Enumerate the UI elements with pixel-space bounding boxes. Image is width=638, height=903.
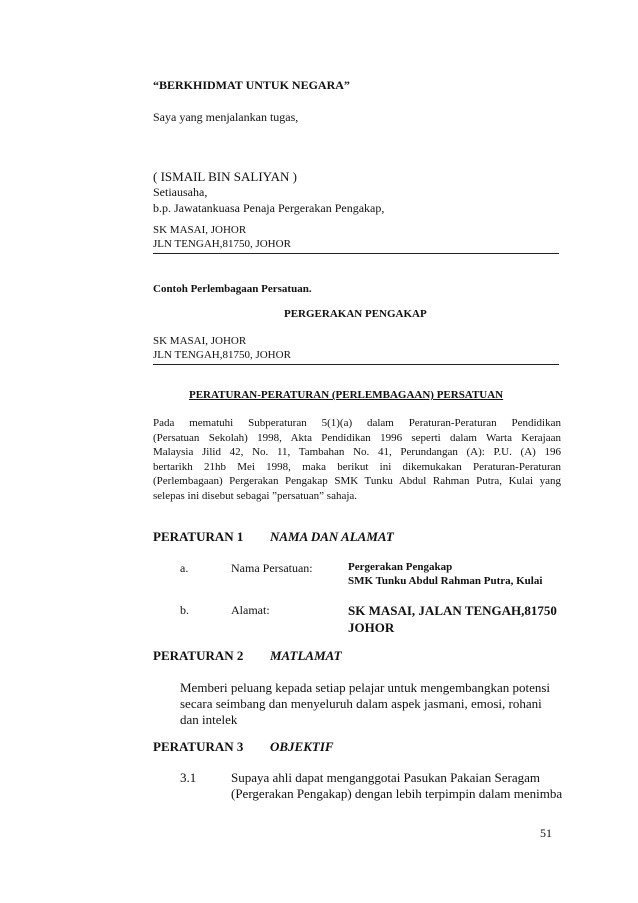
rule3-item-line: (Pergerakan Pengakap) dengan lebih terpimpin dalam menimba xyxy=(231,786,563,801)
motto: “BERKHIDMAT UNTUK NEGARA” xyxy=(153,78,350,92)
rule2-title: MATLAMAT xyxy=(270,648,342,663)
rule3-title: OBJEKTIF xyxy=(270,739,334,754)
rule2-body-line: dan intelek xyxy=(180,712,238,727)
intro-line: Malaysia Jilid 42, No. 11, Tambahan No. 41, Perundangan (A): P.U. (A) 196 xyxy=(153,446,561,458)
rule2-body-line: Memberi peluang kepada setiap pelajar untuk mengembangkan potensi xyxy=(180,680,551,695)
example-heading: Contoh Perlembagaan Persatuan. xyxy=(153,283,312,295)
org-title: PERGERAKAN PENGAKAP xyxy=(284,308,427,320)
rule1-item-value: JOHOR xyxy=(348,620,395,635)
signoff-text: Saya yang menjalankan tugas, xyxy=(153,110,299,124)
intro-line: (Perlembagaan) Pergerakan Pengakap SMK Tunku Abdul Rahman Putra, Kulai yang xyxy=(153,475,561,487)
signatory-name: ( ISMAIL BIN SALIYAN ) xyxy=(153,169,297,184)
page-number: 51 xyxy=(540,826,552,840)
constitution-title: PERATURAN-PERATURAN (PERLEMBAGAAN) PERSATUAN xyxy=(189,389,504,401)
intro-line: bertarikh 21hb Mei 1998, maka berikut ini dikemukakan Peraturan-Peraturan xyxy=(153,461,561,473)
rule2-label: PERATURAN 2 xyxy=(153,648,244,663)
signatory-on-behalf: b.p. Jawatankuasa Penaja Pergerakan Pengakap, xyxy=(153,201,385,215)
rule3-item-line: Supaya ahli dapat menganggotai Pasukan Pakaian Seragam xyxy=(231,770,541,785)
signatory-title: Setiausaha, xyxy=(153,185,208,199)
rule1-item-value: SMK Tunku Abdul Rahman Putra, Kulai xyxy=(348,575,543,587)
rule3-item-marker: 3.1 xyxy=(180,770,197,785)
address-2-line1: SK MASAI, JOHOR xyxy=(153,335,247,347)
rule1-item-field: Alamat: xyxy=(231,603,270,617)
rule1-item-marker: a. xyxy=(180,561,189,575)
rule1-label: PERATURAN 1 xyxy=(153,529,244,544)
rule1-item-value: Pergerakan Pengakap xyxy=(348,561,453,573)
intro-line: selepas ini disebut sebagai ”persatuan” sahaja. xyxy=(153,490,358,502)
rule2-body-line: secara seimbang dan menyeluruh dalam aspek jasmani, emosi, rohani xyxy=(180,696,542,711)
address-1-line2: JLN TENGAH,81750, JOHOR xyxy=(153,238,291,250)
rule3-label: PERATURAN 3 xyxy=(153,739,244,754)
rule1-item-value: SK MASAI, JALAN TENGAH,81750 xyxy=(348,603,557,618)
intro-line: (Persatuan Sekolah) 1998, Akta Pendidikan 1996 seperti dalam Warta Kerajaan xyxy=(153,432,561,444)
rule1-title: NAMA DAN ALAMAT xyxy=(270,529,394,544)
address-2-line2: JLN TENGAH,81750, JOHOR xyxy=(153,349,291,361)
rule1-item-marker: b. xyxy=(180,603,189,617)
address-1-line1: SK MASAI, JOHOR xyxy=(153,224,247,236)
divider-line-1 xyxy=(153,253,559,254)
divider-line-2 xyxy=(153,364,559,365)
rule1-item-field: Nama Persatuan: xyxy=(231,561,313,575)
intro-line: Pada mematuhi Subperaturan 5(1)(a) dalam Peraturan-Peraturan Pendidikan xyxy=(153,417,561,429)
